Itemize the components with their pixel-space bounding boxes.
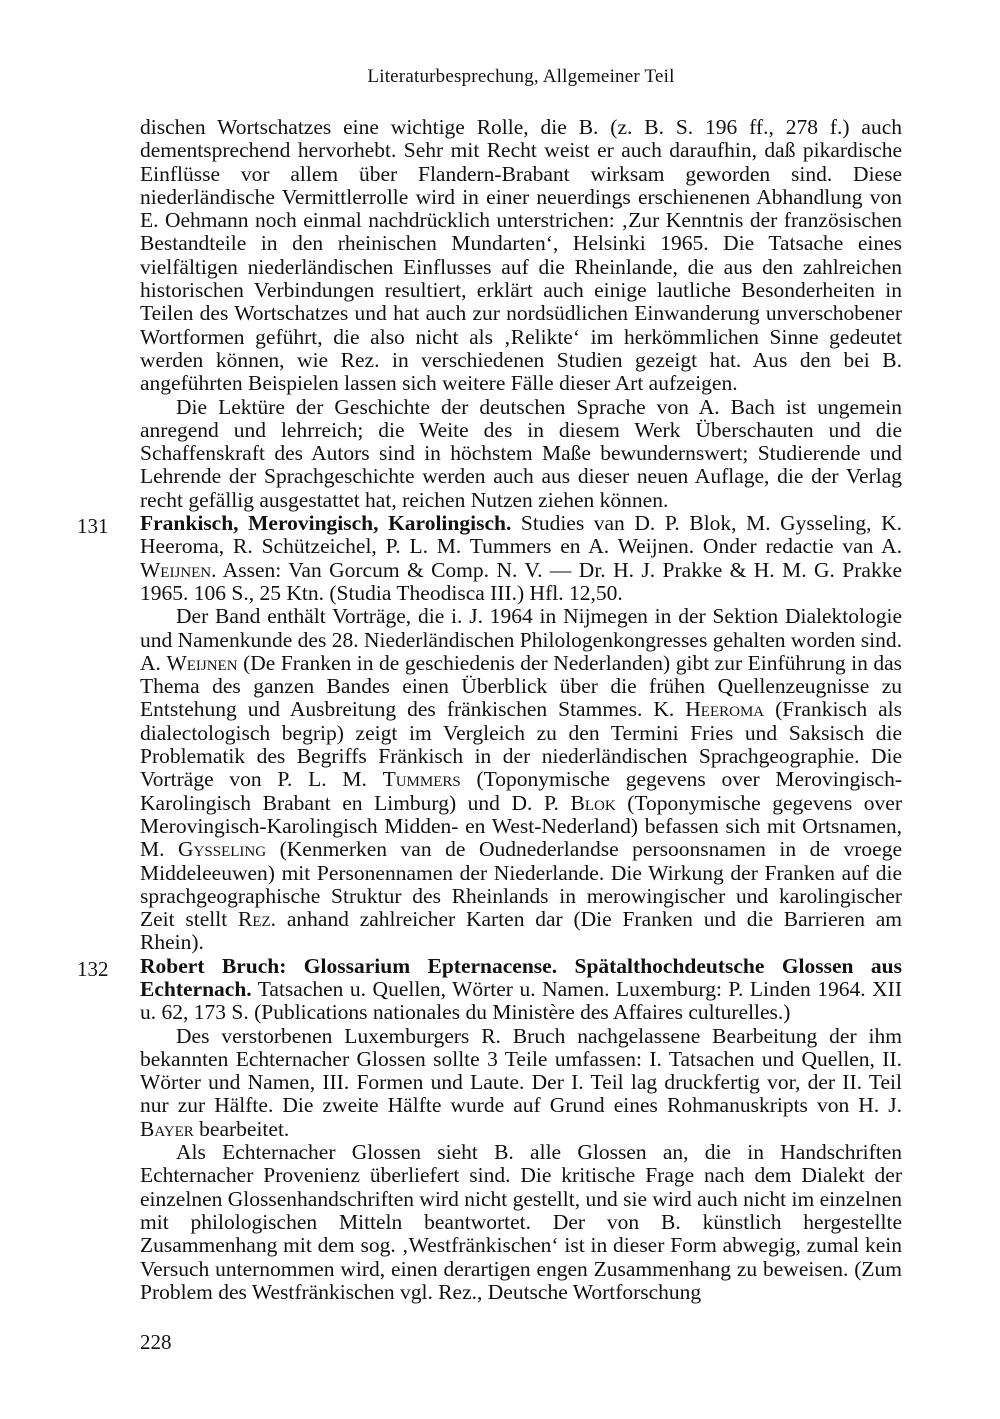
paragraph-text: (Kenmerken van de Oudnederlandse persoonsnamen in de vroege Middeleeuwen) mit Personennamen der Niederlande. Die Wirkung der Franken auf die sprachgeographische Struktur des Rheinlands in merowingischer und karolingischer Zeit stellt	[140, 837, 902, 932]
main-text	[77, 115, 903, 1304]
entry-citation: Studies van D. P. Blok, M. Gysseling, K. Heeroma, R. Schützeichel, P. L. M. Tummers en A. Weijnen. Onder redactie van A.	[140, 511, 902, 559]
entry-citation: Tatsachen u. Quellen, Wörter u. Namen. Luxemburg: P. Linden 1964. XII u. 62, 173 S. (Publications nationales du Ministère des Affaires culturelles.)	[140, 976, 902, 1025]
entry-number: 131	[77, 514, 109, 539]
author-name: Heeroma	[685, 697, 765, 722]
paragraph-text: dischen Wortschatzes eine wichtige Rolle, die B. (z. B. S. 196 ff., 278 f.) auch dementsprechend hervorhebt. Sehr mit Recht weist er auch daraufhin, daß pikardische Einflüsse vor allem über Flandern-Brabant wirksam geworden sind. Diese niederländische Vermittlerrolle wird in einer neuerdings erschienenen Abhandlung von E. Oehmann noch einmal nachdrücklich unterstrichen: ‚Zur Kenntnis der französischen Bestandteile in den rheinischen Mundarten‘, Helsinki 1965. Die Tatsache eines vielfältigen niederländischen Einflusses auf die Rheinlande, die aus den zahlreichen historischen Verbindungen resultiert, erklärt auch einige lautliche Besonderheiten in Teilen des Wortschatzes und hat auch zur nordsüdlichen Einwanderung unverschobener Wortformen geführt, die also nicht als ‚Relikte‘ im herkömmlichen Sinne gedeutet werden können, wie Rez. in verschiedenen Studien gezeigt hat. Aus den bei B. angeführten Beispielen lassen sich weitere Fälle dieser Art aufzeigen.	[140, 115, 902, 396]
paragraph-text: Als Echternacher Glossen sieht B. alle Glossen an, die in Handschriften Echternacher Provenienz überliefert sind. Die kritische Frage nach dem Dialekt der einzelnen Glossenhandschriften wird nicht gestellt, und sie wird auch nicht im einzelnen mit philologischen Mitteln beantwortet. Der von B. künstlich hergestellte Zusammenhang mit dem sog. ‚Westfränkischen‘ ist in dieser Form abwegig, zumal kein Versuch unternommen wird, einen derartigen engen Zusammenhang zu beweisen. (Zum Problem des Westfränkischen vgl. Rez., Deutsche Wortforschung	[140, 1140, 902, 1304]
paragraph-text: (Toponymische gegevens over Merovingisch-Karolingisch Midden- en West-Nederland) befassen sich mit Ortsnamen, M.	[140, 790, 902, 862]
page-number: 228	[140, 1330, 172, 1354]
author-name: Rez.	[238, 907, 277, 932]
running-head: Literaturbesprechung, Allgemeiner Teil	[367, 66, 675, 87]
paragraph-text: bearbeitet.	[193, 1116, 290, 1141]
paragraph-text: Die Lektüre der Geschichte der deutschen Sprache von A. Bach ist ungemein anregend und lehrreich; die Weite des in diesem Werk Überschauten und die Schaffenskraft des Autors sind in höchstem Maße bewundernswert; Studierende und Lehrende der Sprachgeschichte werden auch aus dieser neuen Auflage, die der Verlag recht gefällig ausgestattet hat, reichen Nutzen ziehen können.	[140, 394, 902, 512]
author-name: Tummers	[382, 767, 461, 792]
bibliographic-entry-131	[77, 511, 902, 605]
review-paragraph	[140, 605, 902, 954]
author-name: Blok	[570, 790, 616, 815]
paragraph-text: (Frankisch als dialectologisch begrip) zeigt im Vergleich zu den Termini Fries und Saksisch die Problematik des Begriffs Fränkisch in der niederländischen Sprachgeographie. Die Vorträge von P. L. M.	[140, 697, 902, 792]
bibliographic-entry-132	[77, 953, 902, 1025]
paragraph-text: (De Franken in de geschiedenis der Nederlanden) gibt zur Einführung in das Thema des ganzen Bandes einen Überblick über die frühen Quellenzeugnisse zu Entstehung und Ausbreitung des fränkischen Stammes. K.	[140, 650, 903, 722]
paragraph	[140, 396, 902, 512]
paragraph-text: Der Band enthält Vorträge, die i. J. 1964 in Nijmegen in der Sektion Dialektologie und Namenkunde des 28. Niederländischen Philologenkongresses gehalten worden sind. A.	[140, 604, 902, 675]
review-paragraph	[140, 1141, 902, 1304]
author-name: Bayer	[140, 1116, 194, 1141]
author-name: Weijnen	[166, 650, 238, 675]
paragraph-text: Des verstorbenen Luxemburgers R. Bruch nachgelassene Bearbeitung der ihm bekannten Echternacher Glossen sollte 3 Teile umfassen: I. Tatsachen und Quellen, II. Wörter und Namen, III. Formen und Laute. Der I. Teil lag druckfertig vor, der II. Teil nur zur Hälfte. Die zweite Hälfte wurde auf Grund eines Rohmanuskripts von H. J.	[140, 1023, 902, 1118]
author-name: Weijnen	[140, 557, 212, 582]
paragraph-text: anhand zahlreicher Karten dar (Die Franken und die Barrieren am Rhein).	[140, 907, 902, 955]
entry-number: 132	[77, 956, 109, 981]
entry-citation: . Assen: Van Gorcum & Comp. N. V. — Dr. H. J. Prakke & H. M. G. Prakke 1965. 106 S., 25 Ktn. (Studia Theodisca III.) Hfl. 12,50.	[140, 557, 902, 605]
entry-title: Frankisch, Merovingisch, Karolingisch.	[140, 511, 512, 536]
paragraph-continued	[140, 116, 902, 396]
review-paragraph	[140, 1025, 902, 1141]
author-name: Gysseling	[178, 837, 267, 862]
entry-title: Robert Bruch: Glossarium Epternacense. Spätalthochdeutsche Glossen aus Echternach.	[140, 953, 902, 1001]
paragraph-text: (Toponymische gegevens over Merovingisch-Karolingisch Brabant en Limburg) und D. P.	[140, 767, 902, 815]
